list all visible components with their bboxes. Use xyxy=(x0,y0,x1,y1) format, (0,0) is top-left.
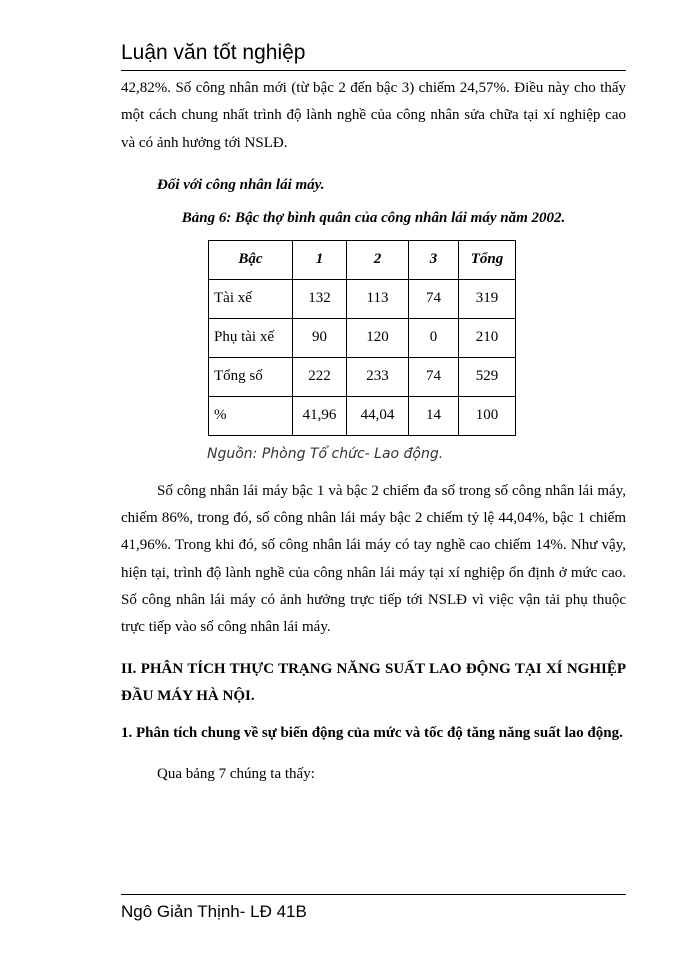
table-cell: 113 xyxy=(347,279,409,318)
subsection-heading: 1. Phân tích chung về sự biến động của mức và tốc độ tăng năng suất lao động. xyxy=(121,725,623,742)
table-header-row xyxy=(209,240,516,279)
paragraph-analysis: Số công nhân lái máy bậc 1 và bậc 2 chiếm đa số trong số công nhân lái máy, chiếm 86%, trong đó, số công nhân lái máy bậc 2 chiếm tỷ lệ 44,04%, bậc 1 chiếm 41,96%. Trong khi đó, số công nhân lái máy có tay nghề cao chiếm 14%. Như vậy, hiện tại, trình độ lành nghề của công nhân lái máy tại xí nghiệp ổn định ở mức cao. Số công nhân lái máy có ảnh hưởng trực tiếp tới NSLĐ vì việc vận tải phụ thuộc trực tiếp vào số công nhân lái máy. xyxy=(121,482,626,636)
table-row-label: % xyxy=(209,396,293,435)
footer-rule xyxy=(121,894,626,895)
table-header-cell: 1 xyxy=(293,240,347,279)
subheading-drivers: Đối với công nhân lái máy. xyxy=(157,176,325,193)
table-row xyxy=(209,396,516,435)
table-header-cell: 2 xyxy=(347,240,409,279)
table-cell: 14 xyxy=(409,396,459,435)
section-heading: II. PHÂN TÍCH THỰC TRẠNG NĂNG SUẤT LAO ĐỘNG TẠI XÍ NGHIỆP ĐẦU MÁY HÀ NỘI. xyxy=(121,660,626,704)
table-cell: 120 xyxy=(347,318,409,357)
table-header-cell: Tổng xyxy=(459,240,516,279)
page-footer-author: Ngô Giản Thịnh- LĐ 41B xyxy=(121,902,307,921)
table-title: Bảng 6: Bậc thợ bình quân của công nhân lái máy năm 2002. xyxy=(181,209,566,226)
table-cell: 132 xyxy=(293,279,347,318)
table-cell: 90 xyxy=(293,318,347,357)
table-row xyxy=(209,279,516,318)
table-cell: 529 xyxy=(459,357,516,396)
table-cell: 100 xyxy=(459,396,516,435)
table-row xyxy=(209,357,516,396)
table-row-label: Tài xế xyxy=(209,279,293,318)
table-cell: 210 xyxy=(459,318,516,357)
header-rule xyxy=(121,70,626,71)
table-cell: 222 xyxy=(293,357,347,396)
table-header-cell: 3 xyxy=(409,240,459,279)
table-row-label: Phụ tài xế xyxy=(209,318,293,357)
paragraph-lead-in: Qua bảng 7 chúng ta thấy: xyxy=(157,765,315,782)
table-cell: 44,04 xyxy=(347,396,409,435)
page-header-title: Luận văn tốt nghiệp xyxy=(121,41,306,64)
paragraph-intro: 42,82%. Số công nhân mới (từ bậc 2 đến bậc 3) chiếm 24,57%. Điều này cho thấy một cách chung nhất trình độ lành nghề của công nhân sửa chữa tại xí nghiệp cao và có ảnh hưởng tới NSLĐ. xyxy=(121,80,626,151)
table-cell: 319 xyxy=(459,279,516,318)
table-header-cell: Bậc xyxy=(209,240,293,279)
table-row xyxy=(209,318,516,357)
table-cell: 41,96 xyxy=(293,396,347,435)
table-cell: 74 xyxy=(409,279,459,318)
table-cell: 0 xyxy=(409,318,459,357)
driver-grade-table xyxy=(208,240,516,436)
table-cell: 233 xyxy=(347,357,409,396)
table-cell: 74 xyxy=(409,357,459,396)
page-content xyxy=(121,75,626,788)
table-row-label: Tổng số xyxy=(209,357,293,396)
table-source-note: Nguồn: Phòng Tổ chức- Lao động. xyxy=(207,445,444,462)
